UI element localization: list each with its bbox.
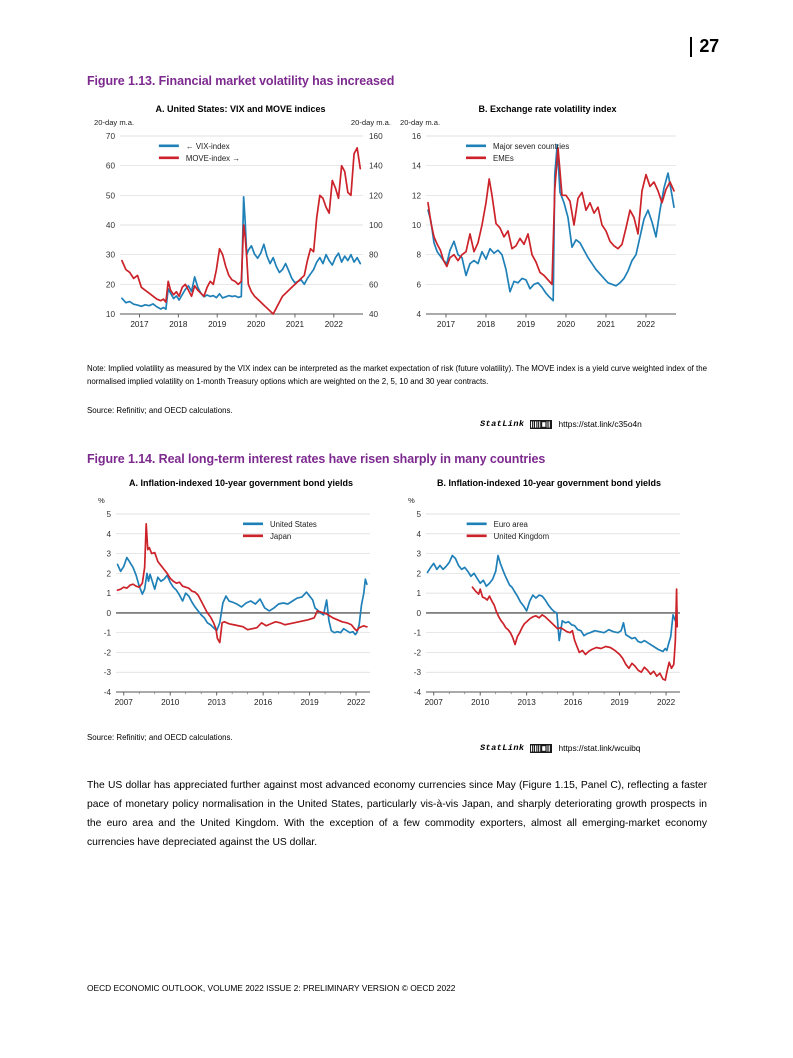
figure-1-14-statlink[interactable]: [480, 743, 640, 753]
fig113b-xtick: 2017: [436, 320, 456, 329]
fig113b-xtick: 2018: [476, 320, 496, 329]
fig113a-xtick: 2022: [324, 320, 343, 329]
statlink-label: StatLink: [480, 419, 525, 429]
fig114a-svg: [90, 496, 380, 718]
fig114a-legend-label: United States: [270, 519, 317, 529]
fig114b-series-1: [472, 587, 677, 680]
fig114a-ytick: -4: [103, 688, 111, 697]
fig114b-xtick: 2007: [424, 698, 443, 707]
fig113a-xtick: 2018: [169, 320, 188, 329]
fig114b-ytick: -2: [413, 648, 421, 658]
fig113b-ytick: 10: [411, 221, 421, 230]
fig114a-ytick: 0: [106, 608, 111, 618]
fig113a-legend-label: ← VIX-index: [185, 141, 230, 151]
fig114b-unit: %: [408, 496, 415, 505]
figure-1-14-panel-a-title: A. Inflation-indexed 10-year government bond yields: [128, 478, 354, 488]
fig113a-xtick: 2021: [285, 320, 305, 329]
fig114b-xtick: 2019: [610, 698, 629, 707]
figure-1-13-source: Source: Refinitiv; and OECD calculations.: [87, 406, 233, 415]
fig113b-left-unit: 20-day m.a.: [400, 118, 441, 127]
fig113b-xtick: 2021: [596, 320, 616, 329]
fig114a-legend-label: Japan: [270, 531, 292, 541]
fig113b-ytick: 8: [416, 250, 421, 260]
page-footer: OECD ECONOMIC OUTLOOK, VOLUME 2022 ISSUE 2: PRELIMINARY VERSION © OECD 2022: [87, 983, 456, 993]
chart-fig113b: [400, 118, 690, 336]
fig114b-ytick: -3: [413, 668, 421, 678]
fig113a-xtick: 2019: [208, 320, 227, 329]
chart-fig114a: [90, 496, 380, 718]
fig113b-legend-label: EMEs: [493, 153, 514, 163]
page-number: 27: [699, 36, 719, 56]
fig113b-series-1: [428, 148, 674, 284]
fig113b-series-0: [428, 145, 674, 301]
fig114a-ytick: 2: [106, 569, 111, 579]
statlink-barcode-icon-2: [530, 744, 552, 753]
figure-1-14-title: Figure 1.14. Real long-term interest rates have risen sharply in many countries: [87, 452, 546, 466]
fig114a-xtick: 2010: [161, 698, 180, 707]
fig113a-y2tick: 80: [369, 250, 379, 260]
fig114b-ytick: 1: [416, 589, 421, 599]
fig114a-series-0: [118, 558, 367, 635]
figure-1-13-panel-b-title: B. Exchange rate volatility index: [478, 104, 617, 114]
fig114a-ytick: -2: [103, 648, 111, 658]
fig114a-xtick: 2013: [207, 698, 226, 707]
fig114b-ytick: -1: [413, 628, 421, 638]
page-header: [690, 36, 719, 57]
fig113a-ytick: 60: [105, 161, 115, 171]
fig114a-xtick: 2007: [114, 698, 133, 707]
fig113a-ytick: 40: [105, 221, 115, 230]
fig113a-svg: [90, 118, 395, 336]
fig113b-xtick: 2020: [556, 320, 576, 329]
fig113a-y2tick: 100: [369, 221, 383, 230]
fig113a-y2tick: 120: [369, 191, 383, 201]
fig114a-xtick: 2022: [346, 698, 366, 707]
chart-fig113a: [90, 118, 395, 336]
figure-1-13-title: Figure 1.13. Financial market volatility has increased: [87, 74, 395, 88]
fig114b-xtick: 2013: [517, 698, 536, 707]
fig113a-y2tick: 160: [369, 132, 383, 141]
figure-1-13-note: Note: Implied volatility as measured by the VIX index can be interpreted as the market expectation of risk (future volatility). The MOVE index is a yield curve weighted index of the normalised implied volatility on 1-month Treasury options which are weighted on the 2, 5, 10 and 30 year contracts.: [87, 364, 707, 387]
fig113a-ytick: 70: [105, 132, 115, 141]
chart-fig114b: [400, 496, 690, 718]
fig114b-legend-label: United Kingdom: [493, 531, 550, 541]
statlink-url-2[interactable]: https://stat.link/wcuibq: [558, 743, 641, 753]
fig113b-ytick: 12: [411, 191, 421, 201]
fig114a-ytick: -3: [103, 668, 111, 678]
fig114b-ytick: 0: [416, 608, 421, 618]
fig113a-ytick: 10: [105, 310, 115, 319]
fig113a-ytick: 20: [105, 280, 115, 290]
fig114b-ytick: 3: [416, 549, 421, 559]
fig113a-xtick: 2017: [130, 320, 149, 329]
fig114b-xtick: 2022: [656, 698, 676, 707]
fig113b-ytick: 16: [411, 132, 421, 141]
fig114b-series-0: [428, 556, 677, 652]
fig113b-svg: [400, 118, 690, 336]
fig113a-legend-label: MOVE-index →: [185, 153, 241, 163]
fig113b-legend-label: Major seven countries: [493, 141, 570, 151]
statlink-barcode-icon: [530, 420, 552, 429]
fig113a-ytick: 50: [105, 191, 115, 201]
fig114a-ytick: -1: [103, 628, 111, 638]
fig114a-unit: %: [98, 496, 105, 505]
fig113a-series-0: [122, 197, 360, 309]
fig114b-ytick: -4: [413, 688, 421, 697]
fig114a-ytick: 3: [106, 549, 111, 559]
fig113b-ytick: 6: [416, 280, 421, 290]
fig113a-y2tick: 40: [369, 310, 379, 319]
fig113a-xtick: 2020: [246, 320, 266, 329]
fig113a-ytick: 30: [105, 250, 115, 260]
body-paragraph: The US dollar has appreciated further against most advanced economy currencies since May (Figure 1.15, Panel C), reflecting a faster pace of monetary policy normalisation in the United States, particularly vis-à-vis Japan, and sharply deteriorating growth prospects in the euro area and the United Kingdom. With the exception of a few commodity exporters, almost all emerging-market economy currencies have depreciated against the US dollar.: [87, 780, 707, 848]
fig114b-xtick: 2016: [564, 698, 583, 707]
figure-1-14-panel-b-title: B. Inflation-indexed 10-year government bond yields: [436, 478, 662, 488]
statlink-label-2: StatLink: [480, 743, 525, 753]
fig113b-ytick: 14: [411, 161, 421, 171]
figure-1-13-panel-a-title: A. United States: VIX and MOVE indices: [155, 104, 326, 114]
fig114a-xtick: 2016: [254, 698, 273, 707]
fig113a-left-unit: 20-day m.a.: [94, 118, 135, 127]
fig114a-ytick: 5: [106, 510, 111, 519]
fig114b-ytick: 5: [416, 510, 421, 519]
figure-1-14-source: Source: Refinitiv; and OECD calculations.: [87, 733, 233, 742]
figure-1-13-statlink[interactable]: [480, 419, 642, 429]
fig114a-xtick: 2019: [300, 698, 319, 707]
fig114b-xtick: 2010: [471, 698, 490, 707]
fig113a-y2tick: 60: [369, 280, 379, 290]
fig114b-svg: [400, 496, 690, 718]
fig114b-ytick: 4: [416, 529, 421, 539]
fig114a-ytick: 4: [106, 529, 111, 539]
fig113b-xtick: 2019: [516, 320, 536, 329]
fig114a-ytick: 1: [106, 589, 111, 599]
fig113b-xtick: 2022: [636, 320, 656, 329]
fig114b-legend-label: Euro area: [493, 519, 528, 529]
statlink-url[interactable]: https://stat.link/c35o4n: [558, 419, 642, 429]
fig113a-y2tick: 140: [369, 161, 383, 171]
fig113b-ytick: 4: [416, 310, 421, 319]
page-number-rule: [690, 37, 692, 57]
fig114b-ytick: 2: [416, 569, 421, 579]
fig113a-right-unit: 20-day m.a.: [350, 118, 391, 127]
